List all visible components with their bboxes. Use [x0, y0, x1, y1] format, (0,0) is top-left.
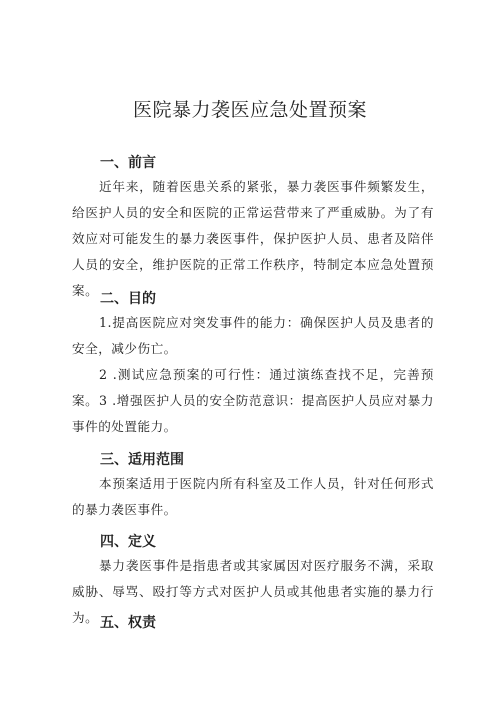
paragraph-purpose-2: 2 .测试应急预案的可行性：通过演练查找不足，完善预案。 — [72, 367, 434, 408]
document-title: 医院暴力袭医应急处置预案 — [132, 99, 367, 121]
paragraph-scope: 本预案适用于医院内所有科室及工作人员，针对任何形式的暴力袭医事件。 — [72, 476, 434, 517]
section-heading-preface: 一、前言 — [100, 155, 156, 171]
section-heading-scope: 三、适用范围 — [100, 452, 184, 468]
section-heading-purpose: 二、目的 — [100, 291, 156, 307]
paragraph-definition: 暴力袭医事件是指患者或其家属因对医疗服务不满，采取威胁、辱骂、殴打等方式对医护人员或其他患者实施的暴力行为。 — [72, 558, 434, 625]
section-heading-definition: 四、定义 — [100, 534, 156, 550]
section-heading-responsibilities: 五、权责 — [100, 615, 156, 631]
paragraph-purpose-1: 1.提高医院应对突发事件的能力：确保医护人员及患者的安全，减少伤亡。 — [72, 315, 434, 356]
paragraph-purpose-3: 3 .增强医护人员的安全防范意识：提高医护人员应对暴力事件的处置能力。 — [72, 393, 434, 434]
paragraph-preface: 近年来，随着医患关系的紧张，暴力袭医事件频繁发生，给医护人员的安全和医院的正常运营带来了严重威胁。为了有效应对可能发生的暴力袭医事件，保护医护人员、患者及陪伴人员的安全，维护医院的正常工作秩序，特制定本应急处置预案。 — [72, 179, 434, 298]
